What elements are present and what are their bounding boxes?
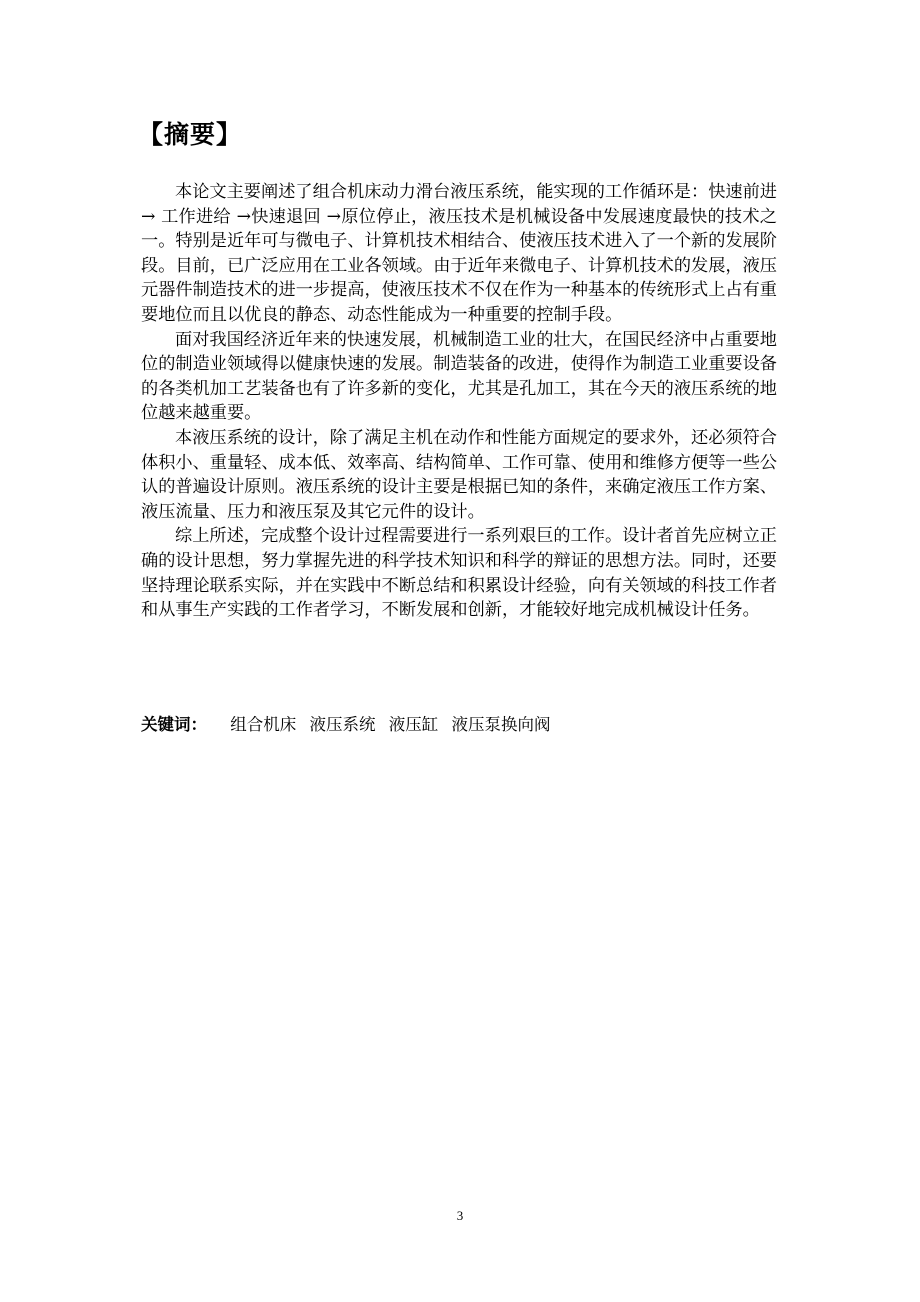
abstract-paragraph: 本论文主要阐述了组合机床动力滑台液压系统，能实现的工作循环是：快速前进→ 工作进给 →快速退回 →原位停止，液压技术是机械设备中发展速度最快的技术之一。特别是近年可与微电子、计算机技术相结合、使液压技术进入了一个新的发展阶段。目前，已广泛应用在工业各领域。由于近年来微电子、计算机技术的发展，液压元器件制造技术的进一步提高，使液压技术不仅在作为一种基本的传统形式上占有重要地位而且以优良的静态、动态性能成为一种重要的控制手段。 [141, 182, 777, 325]
abstract-body [141, 180, 777, 623]
page-number: 3 [456, 1208, 464, 1223]
abstract-paragraph: 本液压系统的设计，除了满足主机在动作和性能方面规定的要求外，还必须符合体积小、重量轻、成本低、效率高、结构简单、工作可靠、使用和维修方便等一些公认的普遍设计原则。液压系统的设计主要是根据已知的条件，来确定液压工作方案、液压流量、压力和液压泵及其它元件的设计。 [141, 427, 777, 522]
abstract-title: 【摘要】 [138, 120, 243, 149]
keyword-item: 组合机床 [230, 715, 297, 734]
keywords-label: 关键词： [141, 715, 207, 734]
keyword-item: 液压缸 [388, 715, 439, 734]
keyword-item: 液压泵换向阀 [451, 715, 551, 734]
abstract-paragraph: 综上所述，完成整个设计过程需要进行一系列艰巨的工作。设计者首先应树立正确的设计思想，努力掌握先进的科学技术知识和科学的辩证的思想方法。同时，还要坚持理论联系实际，并在实践中不断总结和积累设计经验，向有关领域的科技工作者和从事生产实践的工作者学习，不断发展和创新，才能较好地完成机械设计任务。 [141, 526, 777, 621]
keyword-item: 液压系统 [309, 715, 376, 734]
keywords-line [141, 713, 559, 737]
abstract-paragraph: 面对我国经济近年来的快速发展，机械制造工业的壮大，在国民经济中占重要地位的制造业领域得以健康快速的发展。制造装备的改进，使得作为制造工业重要设备的各类机加工艺装备也有了许多新的变化，尤其是孔加工，其在今天的液压系统的地位越来越重要。 [141, 329, 777, 424]
